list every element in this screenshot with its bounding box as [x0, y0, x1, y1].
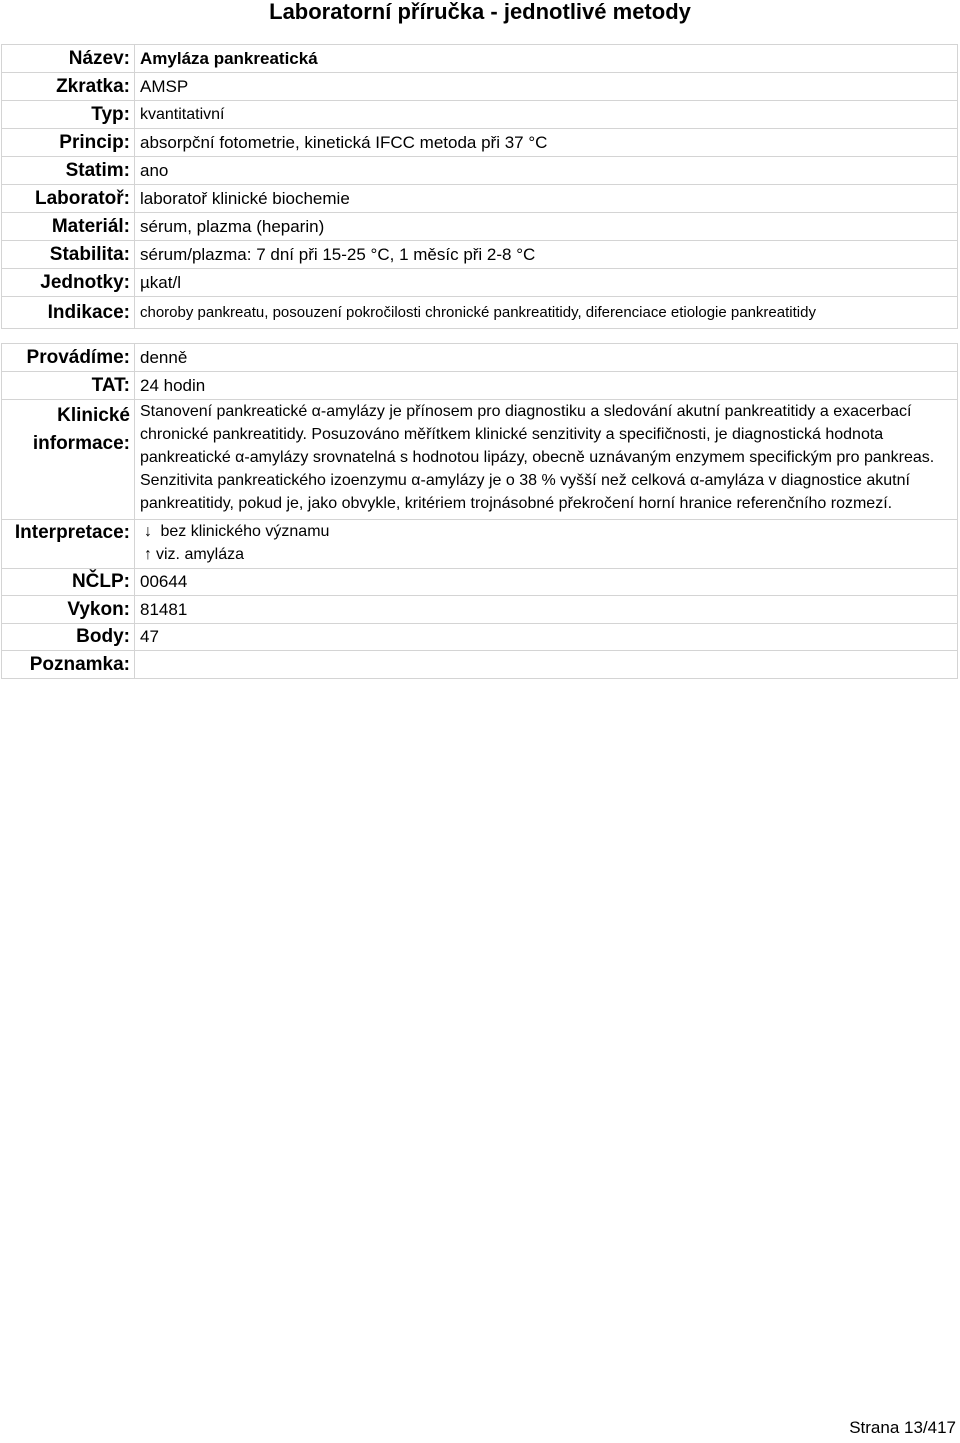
label-princip: Princip:: [2, 129, 135, 157]
row-tat: [2, 372, 958, 400]
value-material: sérum, plazma (heparin): [135, 213, 958, 241]
interpretace-low-text: bez klinického významu: [156, 523, 330, 540]
page-title: Laboratorní příručka - jednotlivé metody: [269, 0, 691, 24]
spacer-row: [2, 329, 958, 344]
row-stabilita: [2, 241, 958, 269]
row-poznamka: [2, 651, 958, 679]
label-klinicke-line2: informace:: [32, 433, 130, 454]
value-princip: absorpční fotometrie, kinetická IFCC metoda při 37 °C: [135, 129, 958, 157]
value-poznamka: [135, 651, 958, 679]
value-klinicke: Stanovení pankreatické α-amylázy je přínosem pro diagnostiku a sledování akutní pankreatitidy a exacerbací chronické pankreatitidy. Posuzováno měřítkem klinické senzitivity a specifičnosti, je diagnostická hodnota pankreatické α-amylázy srovnatelná s hodnotou lipázy, obecně uznávaným enzymem specifickým pro pankreas. Senzitivita pankreatického izoenzymu α-amylázy je o 38 % vyšší než celková α-amyláza v diagnostice akutní pankreatitidy, pokud je, jako obvykle, kritériem trojnásobné překročení horní hranice referenčního rozmezí.: [135, 400, 958, 520]
row-zkratka: [2, 73, 958, 101]
row-nclp: [2, 569, 958, 596]
label-zkratka: Zkratka:: [2, 73, 135, 101]
label-stabilita: Stabilita:: [2, 241, 135, 269]
row-provadime: [2, 344, 958, 372]
label-typ: Typ:: [2, 101, 135, 129]
row-material: [2, 213, 958, 241]
row-statim: [2, 157, 958, 185]
label-vykon: Vykon:: [2, 596, 135, 624]
interpretace-high-text: viz. amyláza: [156, 546, 245, 563]
label-statim: Statim:: [2, 157, 135, 185]
spacer-cell: [2, 329, 958, 344]
value-nazev: Amyláza pankreatická: [135, 45, 958, 73]
interpretace-high: [140, 543, 957, 566]
label-klinicke: [2, 400, 135, 520]
value-statim: ano: [135, 157, 958, 185]
row-klinicke: [2, 400, 958, 520]
row-body: [2, 624, 958, 651]
label-interpretace: Interpretace:: [2, 520, 135, 569]
value-indikace: choroby pankreatu, posouzení pokročilosti chronické pankreatitidy, diferenciace etiologie pankreatitidy: [135, 297, 958, 329]
row-interpretace: [2, 520, 958, 569]
row-laborator: [2, 185, 958, 213]
label-nclp: NČLP:: [2, 569, 135, 596]
value-laborator: laboratoř klinické biochemie: [135, 185, 958, 213]
arrow-up-icon: ↑: [144, 546, 152, 563]
row-nazev: [2, 45, 958, 73]
row-typ: [2, 101, 958, 129]
label-nazev: Název:: [2, 45, 135, 73]
value-stabilita: sérum/plazma: 7 dní při 15-25 °C, 1 měsíc při 2-8 °C: [135, 241, 958, 269]
label-material: Materiál:: [2, 213, 135, 241]
value-nclp: 00644: [135, 569, 958, 596]
method-info-table: [1, 44, 958, 679]
label-poznamka: Poznamka:: [2, 651, 135, 679]
value-provadime: denně: [135, 344, 958, 372]
interpretace-low: [140, 520, 957, 543]
label-laborator: Laboratoř:: [2, 185, 135, 213]
row-indikace: [2, 297, 958, 329]
page-header: [0, 0, 960, 26]
label-indikace: Indikace:: [2, 297, 135, 329]
row-jednotky: [2, 269, 958, 297]
row-princip: [2, 129, 958, 157]
row-vykon: [2, 596, 958, 624]
value-tat: 24 hodin: [135, 372, 958, 400]
value-interpretace: [135, 520, 958, 569]
label-jednotky: Jednotky:: [2, 269, 135, 297]
value-body: 47: [135, 624, 958, 651]
value-zkratka: AMSP: [135, 73, 958, 101]
label-tat: TAT:: [2, 372, 135, 400]
value-vykon: 81481: [135, 596, 958, 624]
page-number: Strana 13/417: [849, 1418, 956, 1437]
value-jednotky: µkat/l: [135, 269, 958, 297]
label-body: Body:: [2, 624, 135, 651]
arrow-down-icon: ↓: [144, 523, 152, 540]
label-provadime: Provádíme:: [2, 344, 135, 372]
value-typ: kvantitativní: [135, 101, 958, 129]
label-klinicke-line1: Klinické: [57, 405, 130, 426]
